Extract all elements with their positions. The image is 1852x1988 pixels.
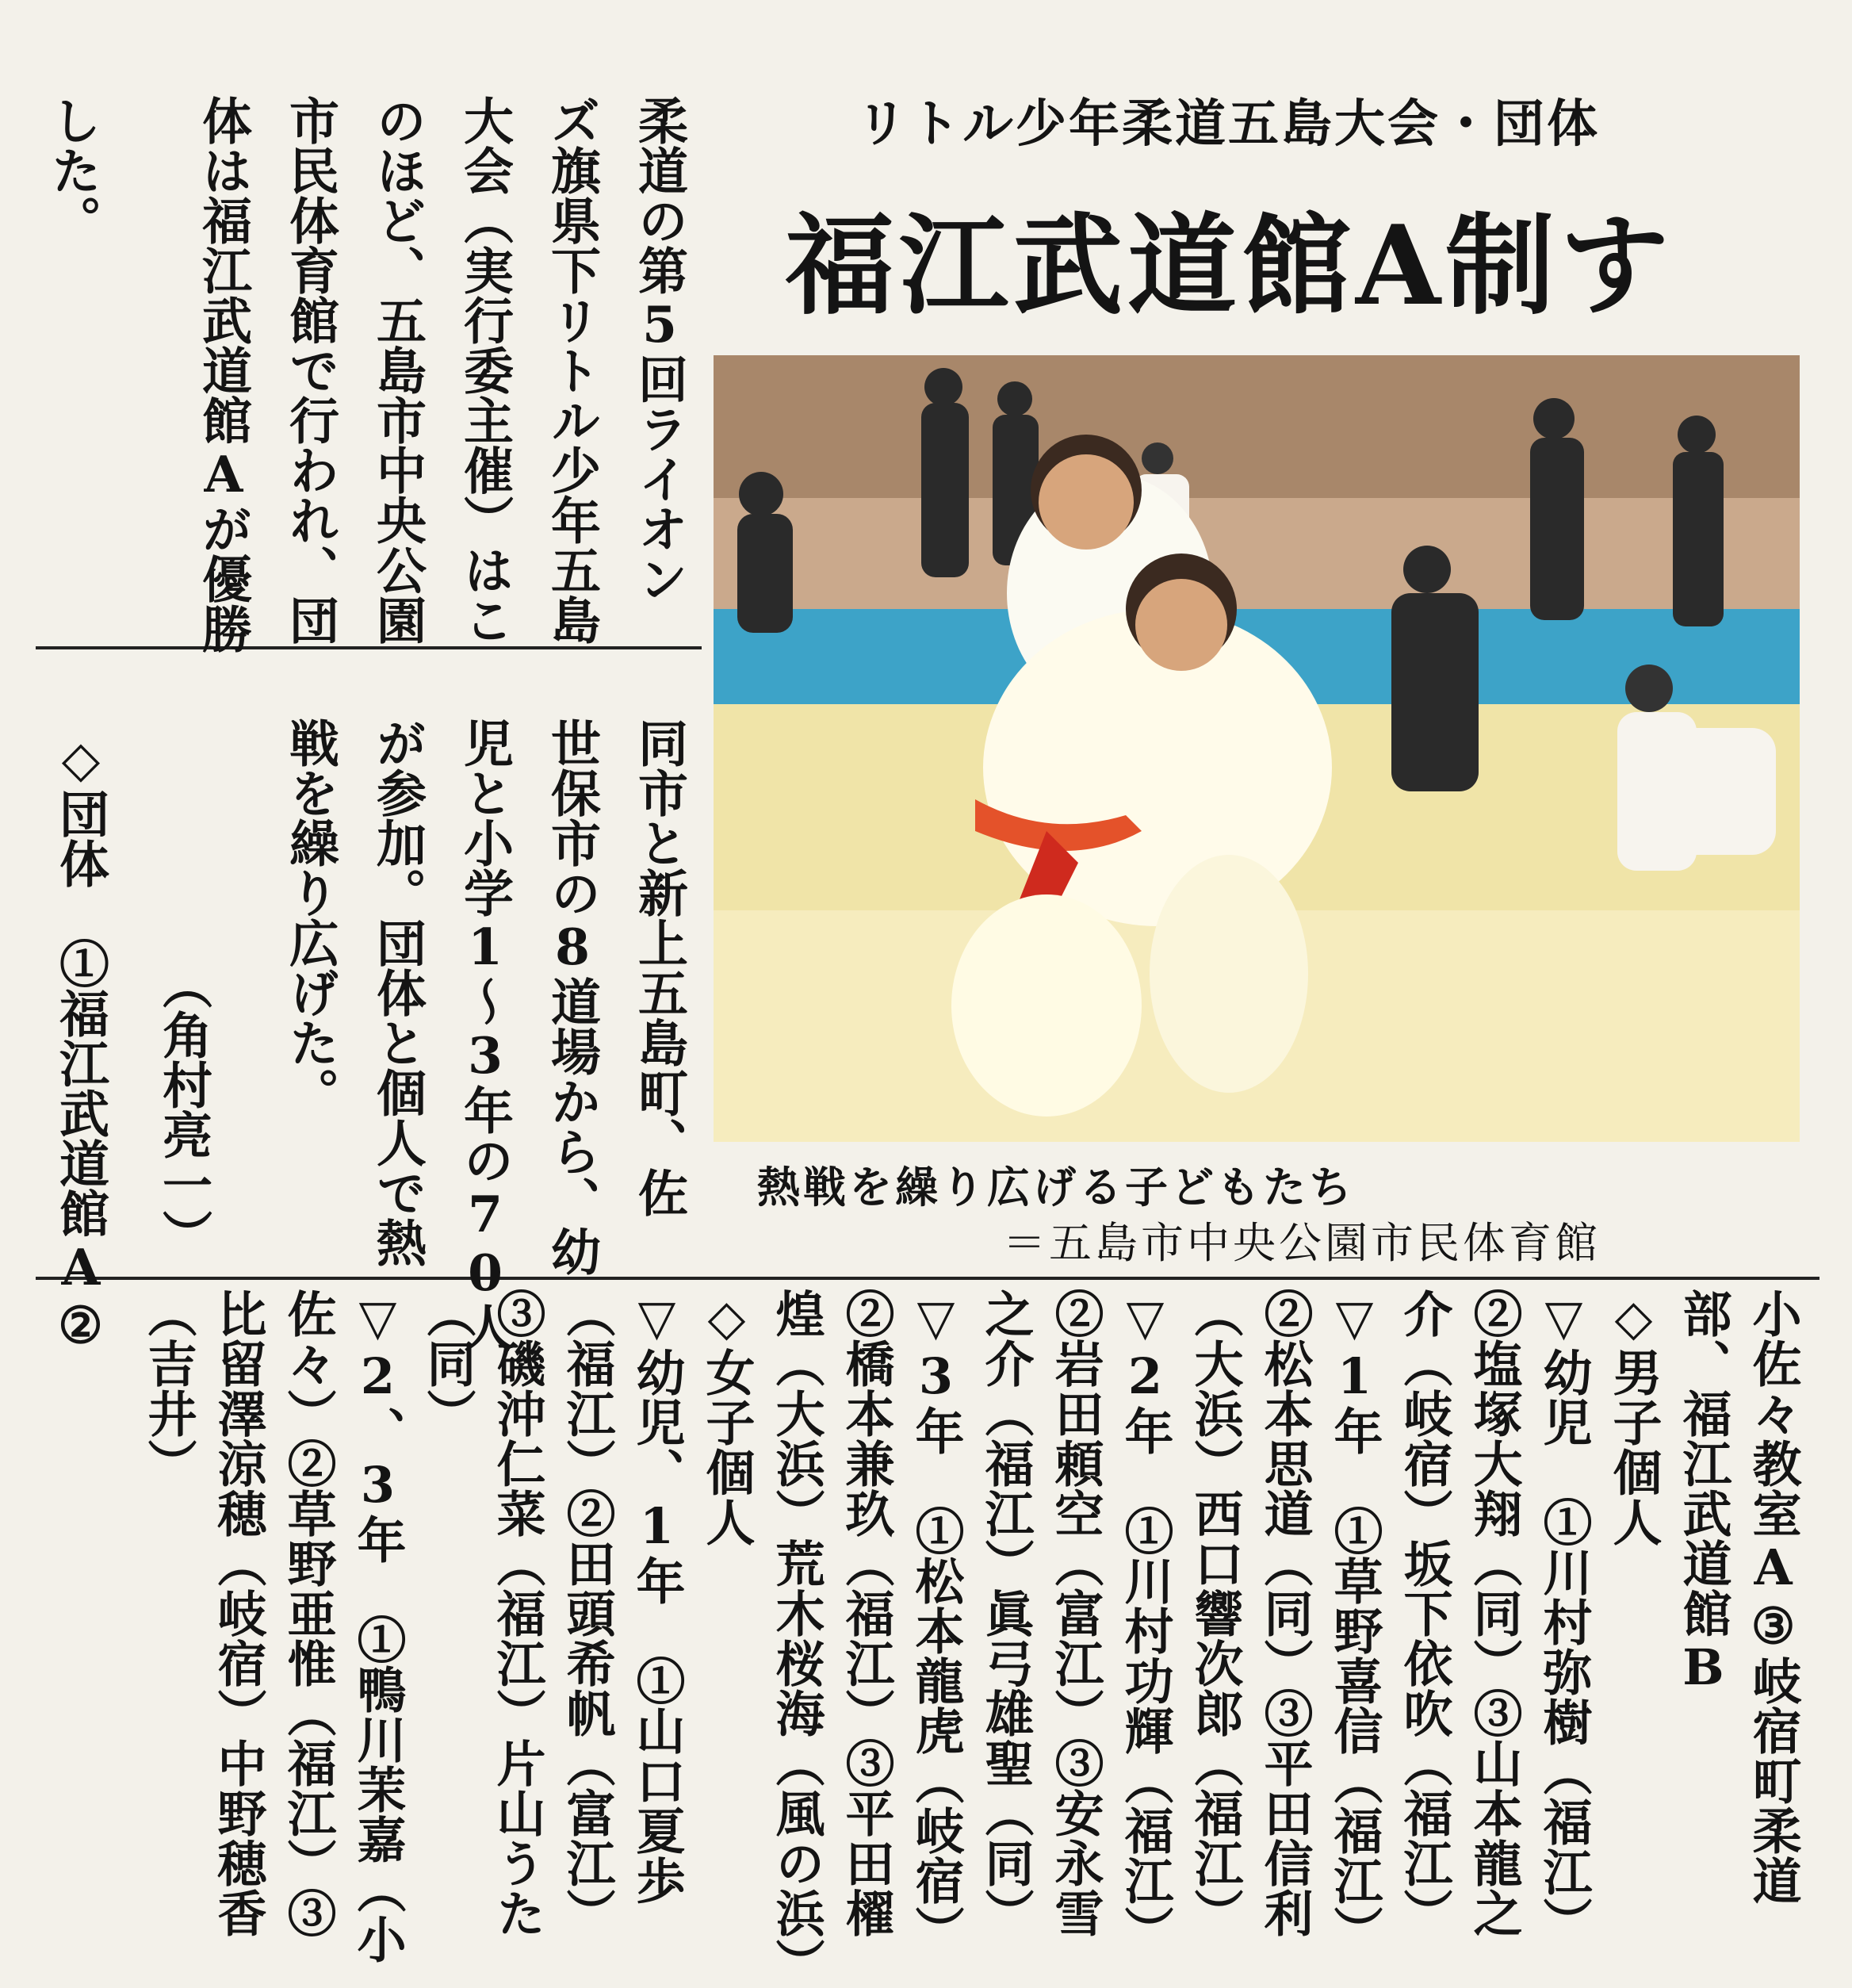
lead-column: のほど、五島市中央公園 xyxy=(369,95,427,645)
results-column: ▽2年 ①川村功輝（福江） xyxy=(1116,1289,1174,1955)
results-column: ▽3年 ①松本龍虎（岐宿） xyxy=(907,1289,965,1955)
results-column: ②橋本兼玖（福江）③平田櫂 xyxy=(837,1289,895,1938)
results-column: ▽1年 ①草野喜信（福江） xyxy=(1326,1289,1383,1955)
results-column: 小佐々教室A③岐宿町柔道 xyxy=(1744,1289,1802,1906)
results-column: ◇男子個人 xyxy=(1605,1289,1663,1547)
byline: （角村亮一） xyxy=(155,960,213,1259)
results-column: ③磯沖仁菜（福江）片山うた xyxy=(488,1289,546,1938)
results-column: 比留澤涼穂（岐宿）中野穂香 xyxy=(209,1289,267,1938)
results-column: 部、福江武道館B xyxy=(1674,1289,1732,1697)
results-column: ◇女子個人 xyxy=(698,1289,756,1547)
lead-column: した。 xyxy=(44,95,102,245)
article-kicker: リトル少年柔道五島大会・団体 xyxy=(856,95,1600,154)
top-section-divider xyxy=(36,646,702,649)
results-column: 之介（福江）眞弓雄聖（同） xyxy=(977,1289,1035,1938)
lead-column: 市民体育館で行われ、団 xyxy=(281,95,340,645)
team-result: ◇団体 ①福江武道館A② xyxy=(52,730,110,1354)
article-headline: 福江武道館A制す xyxy=(785,201,1674,330)
results-divider xyxy=(36,1277,1819,1280)
lead-column: 柔道の第5回ライオン xyxy=(630,95,689,603)
lead-column: ズ旗県下リトル少年五島 xyxy=(543,95,602,645)
results-column: ▽幼児、1年 ①山口夏歩 xyxy=(628,1289,686,1906)
body-column: 児と小学1～3年の70人 xyxy=(456,718,515,1352)
results-column: ②松本思道（同）③平田信利 xyxy=(1256,1289,1314,1938)
results-column: 介（岐宿）坂下依吹（福江） xyxy=(1395,1289,1453,1938)
results-column: （吉井） xyxy=(140,1289,197,1488)
lead-column: 大会（実行委主催）はこ xyxy=(456,95,515,645)
body-column: 同市と新上五島町、佐 xyxy=(630,718,689,1217)
lead-column: 体は福江武道館Aが優勝 xyxy=(194,95,253,653)
results-column: （大浜）西口響次郎（福江） xyxy=(1186,1289,1244,1938)
judo-photo-illustration xyxy=(714,355,1800,1142)
results-column: 煌（大浜）荒木桜海（風の浜） xyxy=(767,1289,825,1988)
results-column: 佐々）②草野亜惟（福江）③ xyxy=(279,1289,337,1938)
results-column: ②岩田頼空（富江）③安永雪 xyxy=(1047,1289,1104,1938)
body-column: が参加。団体と個人で熱 xyxy=(369,718,427,1267)
results-column: ▽2、3年 ①鴨川茉嘉（小 xyxy=(349,1289,407,1964)
results-column: ②塩塚大翔（同）③山本龍之 xyxy=(1465,1289,1523,1938)
results-column: （福江）②田頭希帆（富江） xyxy=(558,1289,616,1938)
photo-caption-line1: 熱戦を繰り広げる子どもたち xyxy=(757,1163,1355,1212)
judo-match-photo xyxy=(714,355,1800,1142)
body-column: 戦を繰り広げた。 xyxy=(281,718,340,1117)
results-column: ▽幼児 ①川村弥樹（福江） xyxy=(1535,1289,1593,1947)
photo-caption-line2: ＝五島市中央公園市民体育館 xyxy=(1003,1218,1601,1268)
results-column: （同） xyxy=(419,1289,476,1438)
body-column: 世保市の8道場から、幼 xyxy=(543,718,602,1276)
